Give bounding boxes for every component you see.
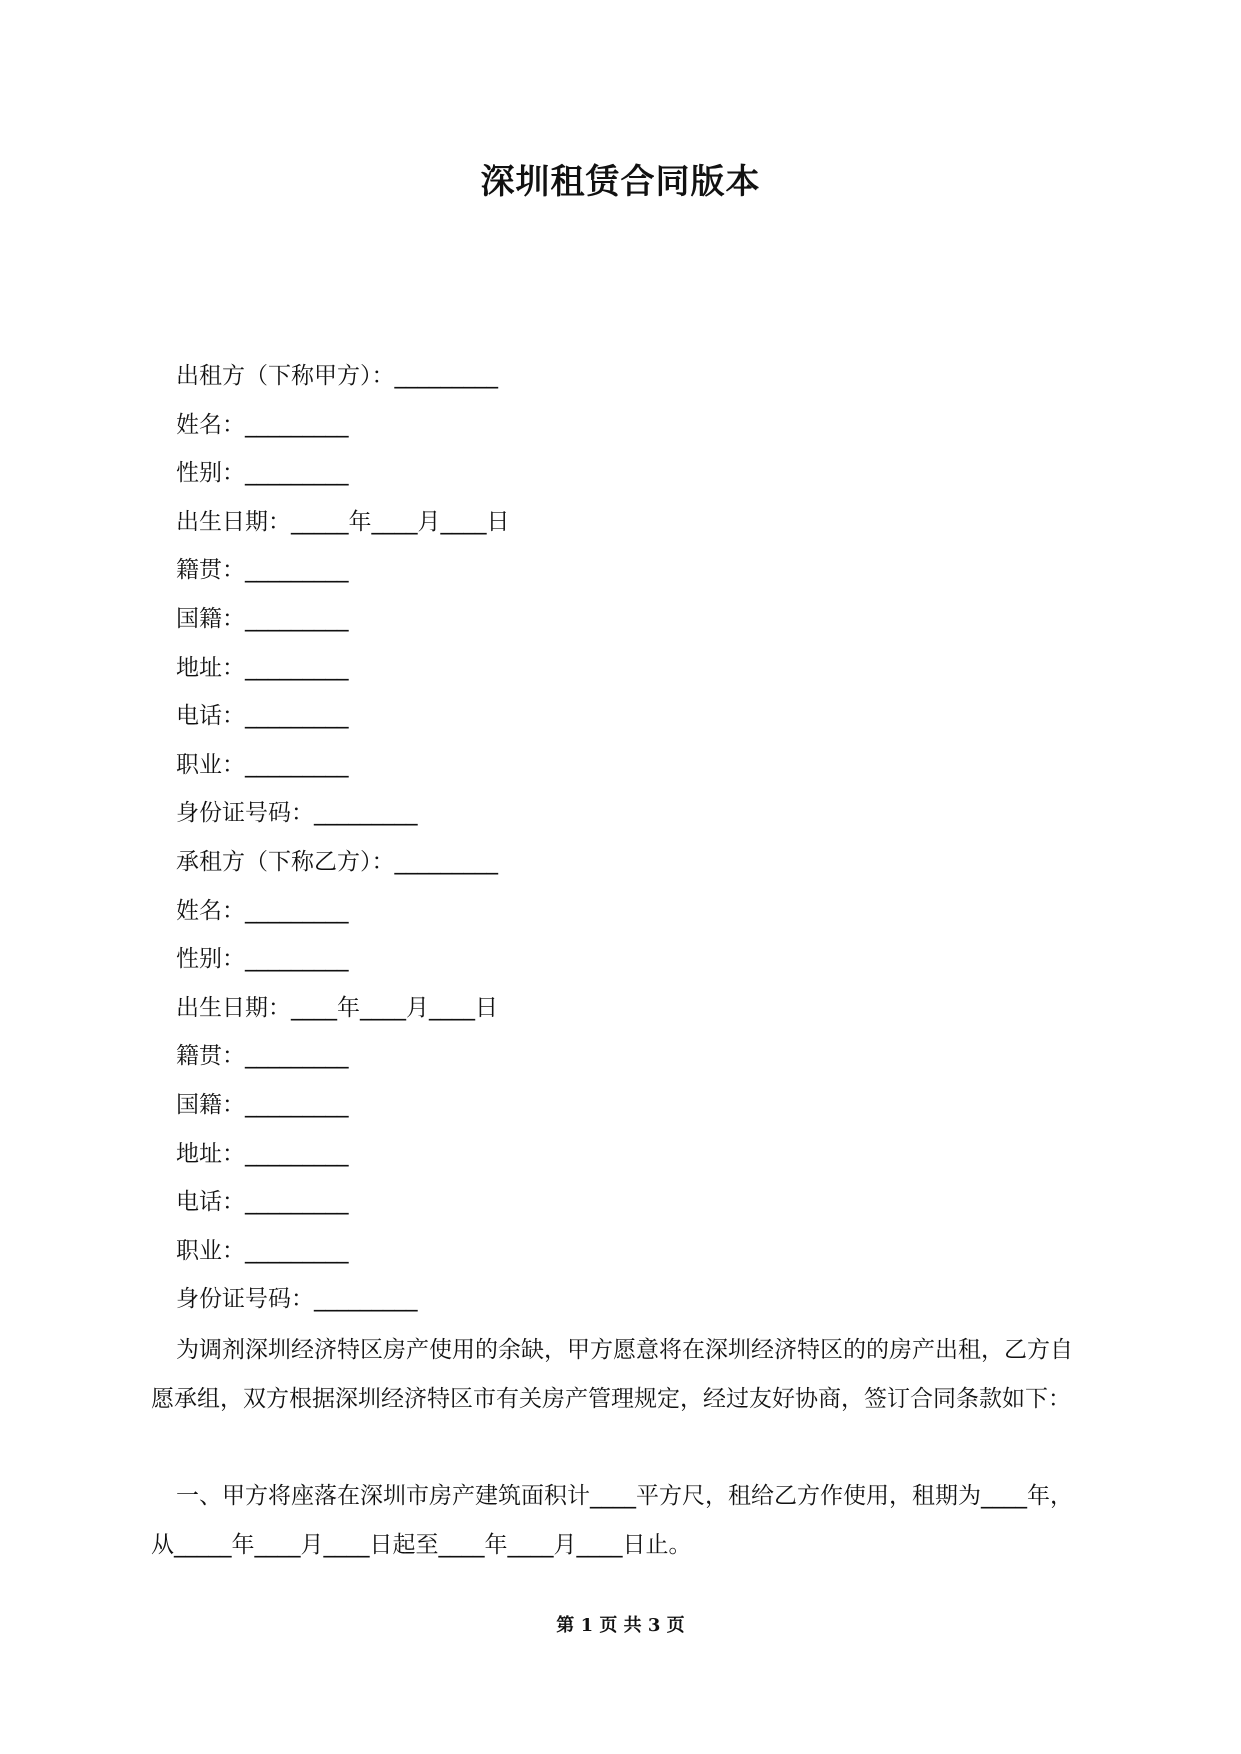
clause-1-paragraph: 一、甲方将座落在深圳市房产建筑面积计____平方尺，租给乙方作使用，租期为____年，从_____年____月____日起至____年____月____日止。 — [151, 1483, 1073, 1558]
lessor-phone-field: 电话：_________ — [176, 703, 349, 730]
lessor-native-place-field: 籍贯：_________ — [176, 557, 349, 584]
lessee-birthdate-field: 出生日期：____年____月____日 — [176, 994, 498, 1021]
lessor-name-field: 姓名：_________ — [176, 411, 349, 438]
page-number-footer: 第 1 页 共 3 页 — [556, 1615, 685, 1636]
lessee-occupation-field: 职业：_________ — [176, 1237, 349, 1264]
lessee-gender-field: 性别：_________ — [176, 946, 349, 973]
lessor-birthdate-field: 出生日期：_____年____月____日 — [176, 508, 510, 535]
party-fields-list — [176, 352, 510, 1324]
lessee-address-field: 地址：_________ — [176, 1140, 349, 1167]
lessee-native-place-field: 籍贯：_________ — [176, 1043, 349, 1070]
document-title: 深圳租赁合同版本 — [480, 162, 761, 202]
lessor-address-field: 地址：_________ — [176, 654, 349, 681]
lessee-nationality-field: 国籍：_________ — [176, 1091, 349, 1118]
intro-paragraph: 为调剂深圳经济特区房产使用的余缺，甲方愿意将在深圳经济特区的的房产出租，乙方自愿承组，双方根据深圳经济特区市有关房产管理规定，经过友好协商，签订合同条款如下： — [151, 1337, 1073, 1412]
lessee-id-number-field: 身份证号码：_________ — [176, 1286, 418, 1313]
lessor-nationality-field: 国籍：_________ — [176, 605, 349, 632]
lessor-occupation-field: 职业：_________ — [176, 751, 349, 778]
lessor-id-number-field: 身份证号码：_________ — [176, 800, 418, 827]
lessee-phone-field: 电话：_________ — [176, 1189, 349, 1216]
lessee-name-field: 姓名：_________ — [176, 897, 349, 924]
lessor-gender-field: 性别：_________ — [176, 460, 349, 487]
lessee-heading-field: 承租方（下称乙方）：_________ — [176, 848, 498, 875]
lessor-heading-field: 出租方（下称甲方）：_________ — [176, 363, 498, 389]
